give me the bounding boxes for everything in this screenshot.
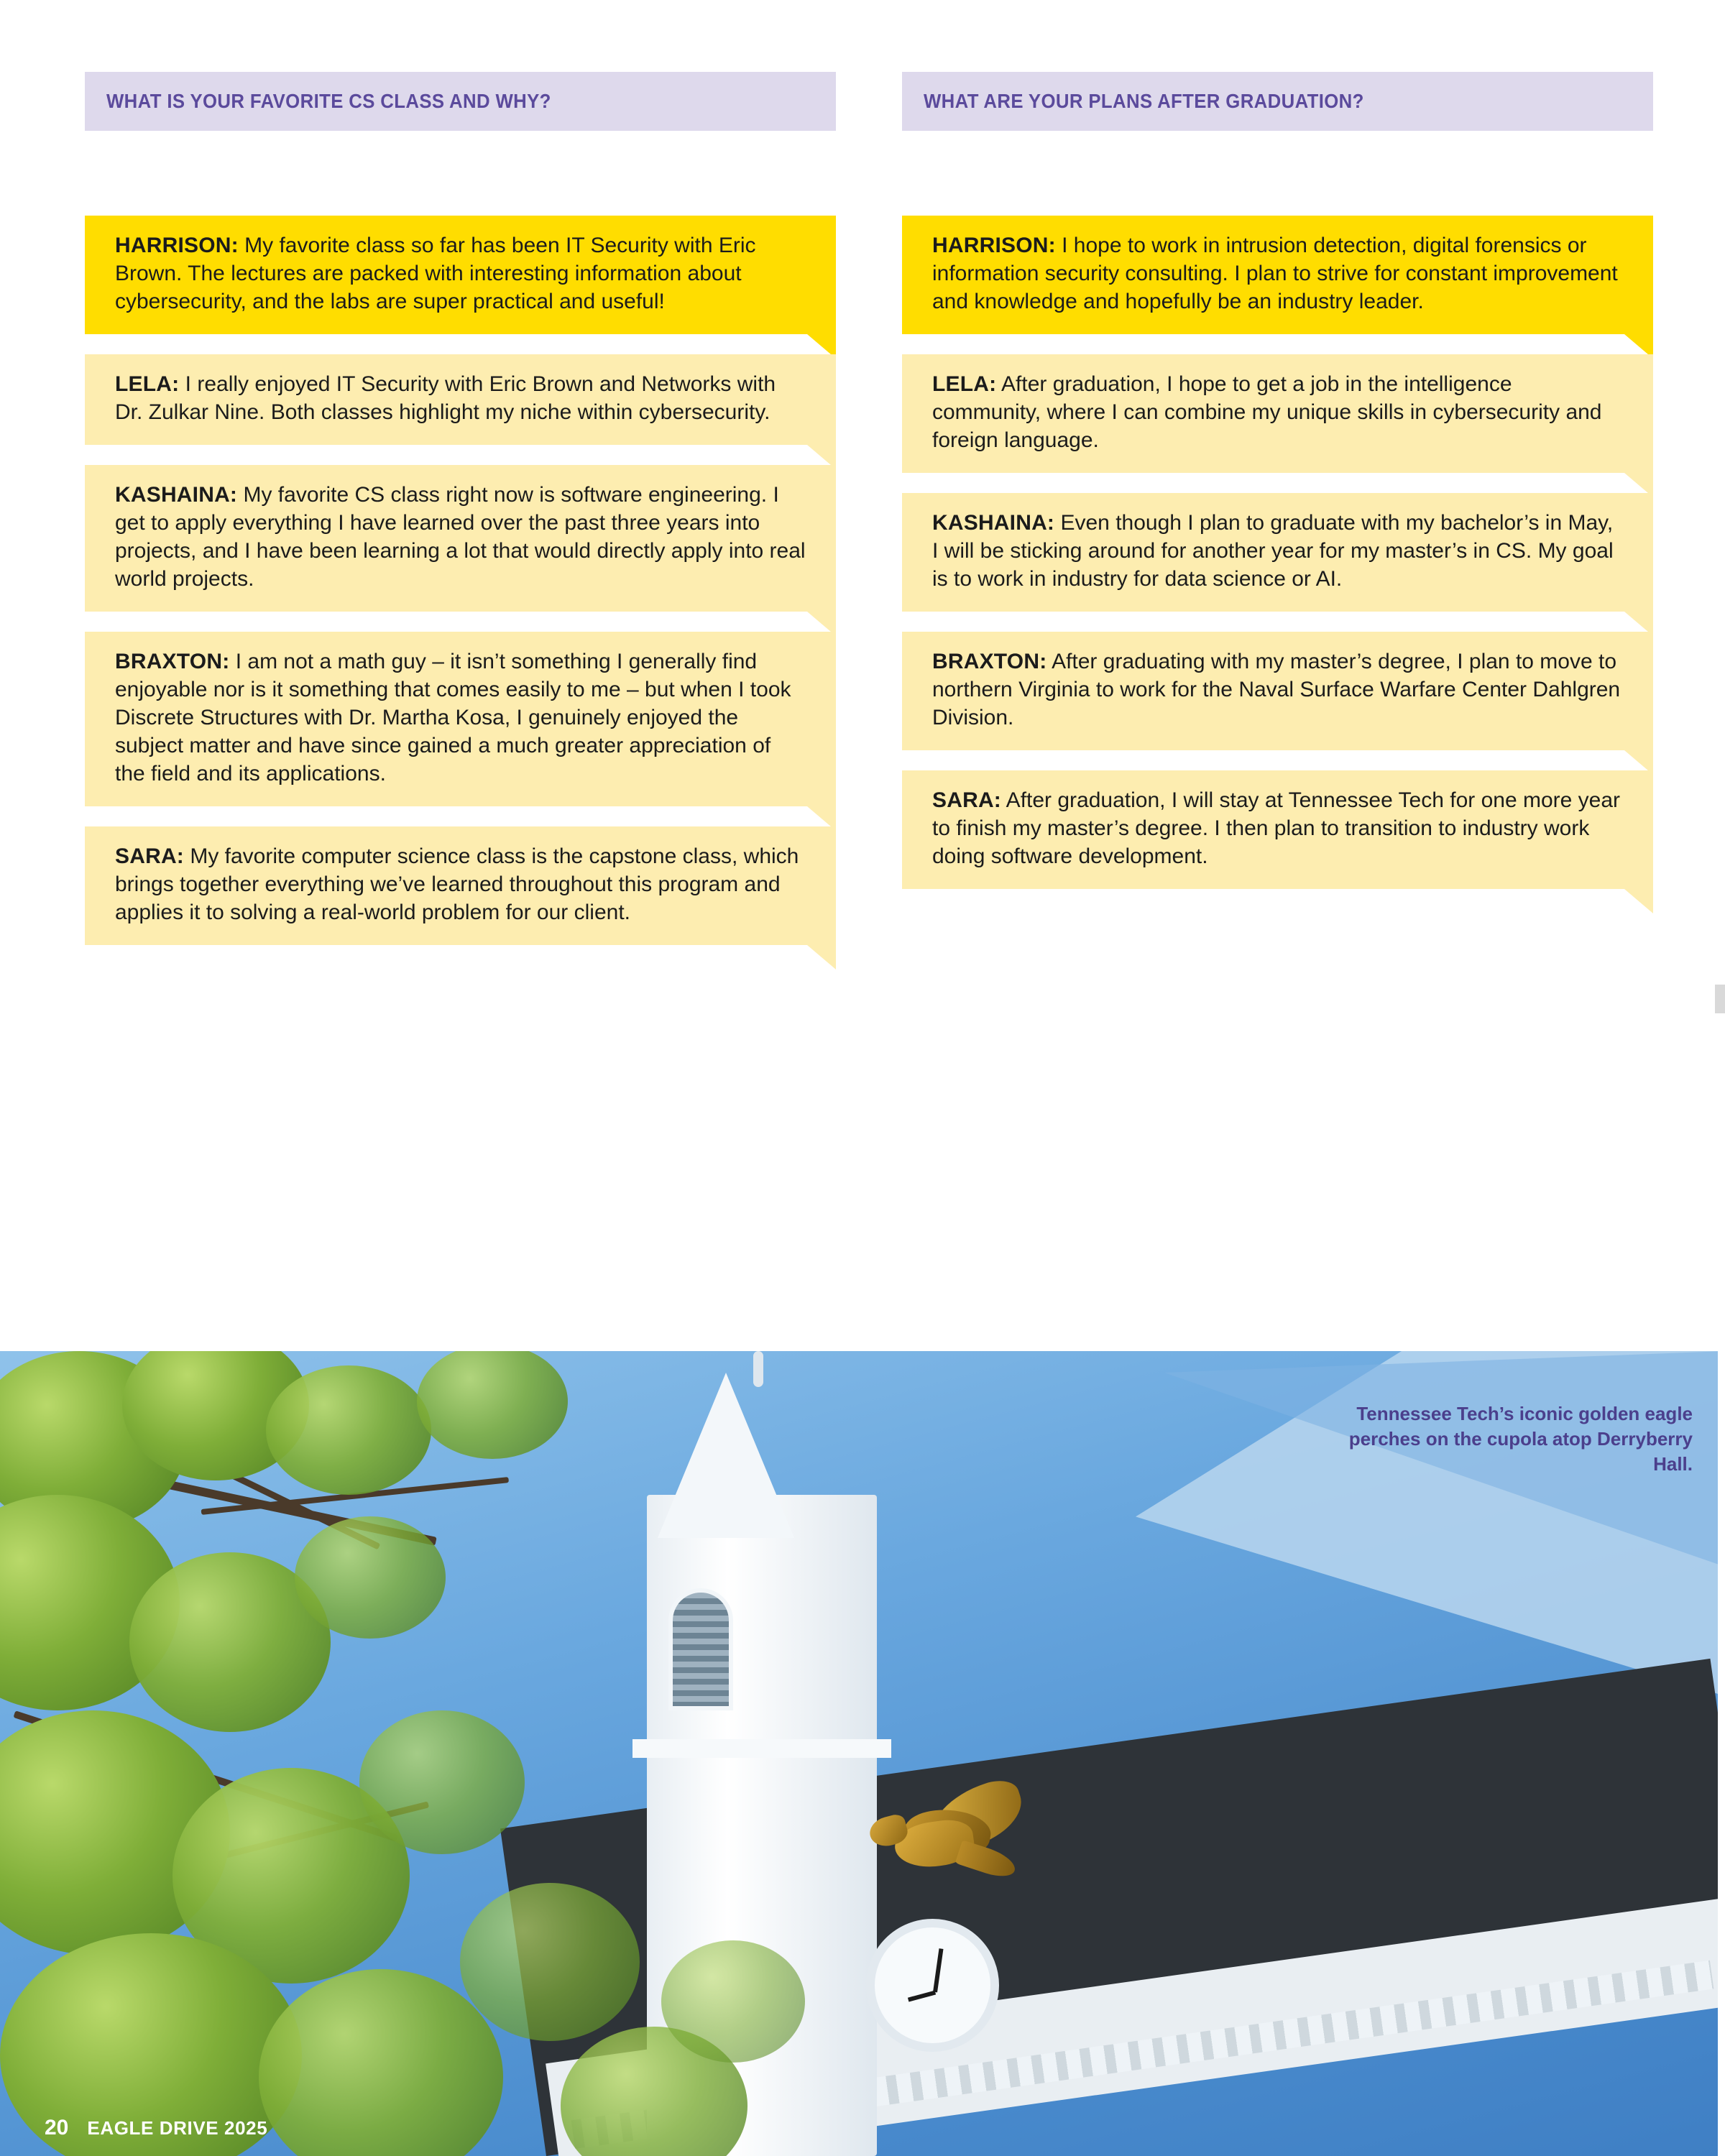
column-header-favorite-class xyxy=(85,72,836,131)
quote-body xyxy=(902,770,1653,889)
quote-text: After graduating with my master’s degree, I plan to move to northern Virginia to work for the Naval Surface Warfare Center Dahlgren Division. xyxy=(932,650,1621,729)
column-header-label: WHAT IS YOUR FAVORITE CS CLASS AND WHY? xyxy=(106,90,551,112)
page-footer xyxy=(45,2116,267,2140)
photo-caption: Tennessee Tech’s iconic golden eagle perches on the cupola atop Derryberry Hall. xyxy=(1348,1403,1693,1475)
quote-text: After graduation, I hope to get a job in the intelligence community, where I can combine my unique skills in cybersecurity and foreign language. xyxy=(932,372,1602,452)
quote-speaker: SARA: xyxy=(932,788,1001,812)
quote-body xyxy=(85,632,836,806)
column-plans-after-graduation xyxy=(902,72,1653,909)
page-edge-mark xyxy=(1715,985,1725,1013)
quote-text: I hope to work in intrusion detection, digital forensics or information security consulting. I plan to strive for constant improvement and knowledge and hopefully be an industry leader. xyxy=(932,234,1618,313)
quote-body xyxy=(902,493,1653,612)
page-number: 20 xyxy=(45,2116,69,2139)
quote-body xyxy=(85,216,836,334)
quote-block xyxy=(85,354,836,445)
quote-text: I really enjoyed IT Security with Eric Brown and Networks with Dr. Zulkar Nine. Both classes highlight my niche within cybersecurity. xyxy=(115,372,776,424)
quote-speaker: LELA: xyxy=(932,372,997,396)
column-header-plans xyxy=(902,72,1653,131)
clock-face xyxy=(866,1919,999,2052)
tree-foliage xyxy=(0,1351,841,2156)
quote-block xyxy=(902,354,1653,473)
leaf-cluster xyxy=(460,1883,640,2041)
issue-label: EAGLE DRIVE 2025 xyxy=(87,2117,268,2139)
quote-block xyxy=(902,216,1653,334)
quote-body xyxy=(902,354,1653,473)
quote-block xyxy=(85,465,836,612)
quote-text: After graduation, I will stay at Tennessee Tech for one more year to finish my master’s degree. I then plan to transition to industry work doing software development. xyxy=(932,788,1621,868)
leaf-cluster xyxy=(266,1365,431,1495)
quote-block xyxy=(902,493,1653,612)
column-header-label: WHAT ARE YOUR PLANS AFTER GRADUATION? xyxy=(924,90,1364,112)
leaf-cluster xyxy=(661,1940,805,2063)
quote-block xyxy=(902,632,1653,750)
leaf-cluster xyxy=(295,1516,446,1639)
quote-body xyxy=(85,354,836,445)
quote-text: Even though I plan to graduate with my bachelor’s in May, I will be sticking around for another year for my master’s in CS. My goal is to work in industry for data science or AI. xyxy=(932,511,1614,591)
quote-block xyxy=(902,770,1653,889)
golden-eagle-statue xyxy=(827,1782,1028,1904)
photo-right-margin xyxy=(1718,1351,1725,2156)
leaf-cluster xyxy=(259,1969,503,2156)
quote-body xyxy=(85,826,836,945)
quote-speaker: BRAXTON: xyxy=(115,650,230,673)
quote-tail-icon xyxy=(1624,889,1653,913)
quote-speaker: LELA: xyxy=(115,372,180,396)
quote-text: My favorite class so far has been IT Security with Eric Brown. The lectures are packed with interesting information about cybersecurity, and the labs are super practical and useful! xyxy=(115,234,756,313)
quote-block xyxy=(85,632,836,806)
quote-body xyxy=(902,216,1653,334)
quote-block xyxy=(85,216,836,334)
column-favorite-class xyxy=(85,72,836,965)
quote-speaker: KASHAINA: xyxy=(932,511,1055,535)
campus-photo xyxy=(0,1351,1725,2156)
quote-text: My favorite computer science class is the capstone class, which brings together everything we’ve learned throughout this program and applies it to solving a real-world problem for our client. xyxy=(115,844,799,924)
quote-text: I am not a math guy – it isn’t something I generally find enjoyable nor is it something that comes easily to me – but when I took Discrete Structures with Dr. Martha Kosa, I genuinely enjoyed the subject matter and have since gained a much greater appreciation of the field and its applications. xyxy=(115,650,791,786)
quote-tail-icon xyxy=(807,945,836,969)
quote-body xyxy=(902,632,1653,750)
leaf-cluster xyxy=(359,1710,525,1854)
quote-speaker: BRAXTON: xyxy=(932,650,1047,673)
quote-speaker: HARRISON: xyxy=(932,234,1056,257)
quote-speaker: SARA: xyxy=(115,844,184,868)
quote-speaker: KASHAINA: xyxy=(115,483,238,507)
leaf-cluster xyxy=(417,1351,568,1459)
quote-block xyxy=(85,826,836,945)
quote-text: My favorite CS class right now is software engineering. I get to apply everything I have learned over the past three years into projects, and I have been learning a lot that would directly apply into real world projects. xyxy=(115,483,806,591)
quote-speaker: HARRISON: xyxy=(115,234,239,257)
quote-body xyxy=(85,465,836,612)
